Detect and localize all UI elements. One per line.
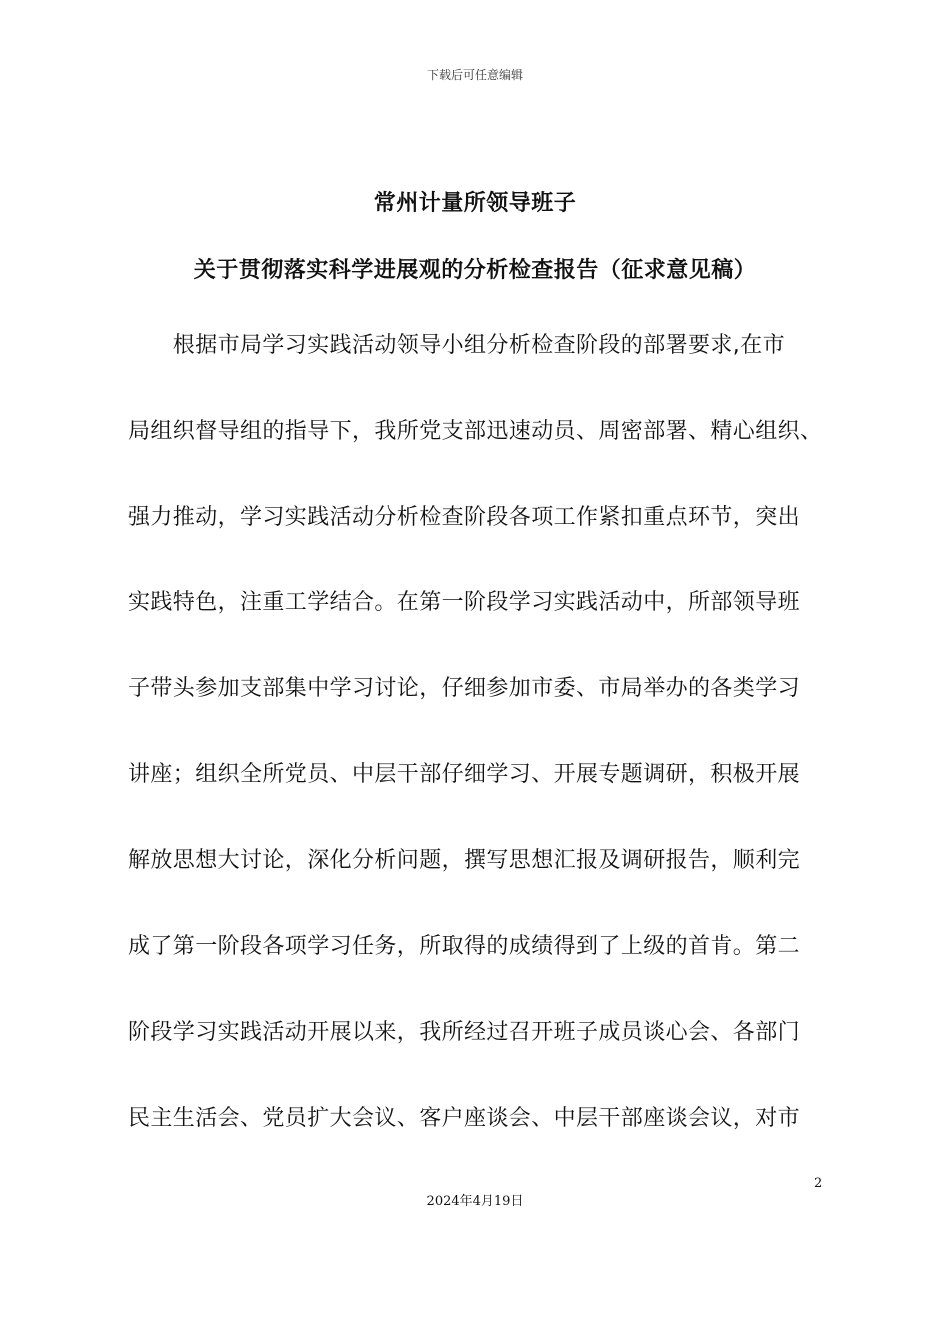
body-line: 民主生活会、党员扩大会议、客户座谈会、中层干部座谈会议，对市 xyxy=(128,1106,801,1131)
header-note: 下载后可任意编辑 xyxy=(426,68,523,82)
body-line: 讲座；组织全所党员、中层干部仔细学习、开展专题调研，积极开展 xyxy=(128,762,801,787)
body-line: 子带头参加支部集中学习讨论，仔细参加市委、市局举办的各类学习 xyxy=(128,676,801,701)
body-line: 成了第一阶段各项学习任务，所取得的成绩得到了上级的首肯。第二 xyxy=(128,934,801,959)
body-line: 强力推动，学习实践活动分析检查阶段各项工作紧扣重点环节，突出 xyxy=(128,505,801,530)
footer-date: 2024年4月19日 xyxy=(426,1194,524,1209)
body-line: 实践特色，注重工学结合。在第一阶段学习实践活动中，所部领导班 xyxy=(128,590,801,615)
body-line: 局组织督导组的指导下，我所党支部迅速动员、周密部署、精心组织、 xyxy=(128,419,823,444)
document-title: 常州计量所领导班子 xyxy=(373,191,577,216)
document-subtitle: 关于贯彻落实科学进展观的分析检查报告（征求意见稿） xyxy=(193,258,757,283)
body-line: 根据市局学习实践活动领导小组分析检查阶段的部署要求,在市 xyxy=(128,333,785,358)
body-line: 阶段学习实践活动开展以来，我所经过召开班子成员谈心会、各部门 xyxy=(128,1020,801,1045)
page-number: 2 xyxy=(814,1176,823,1191)
body-line: 解放思想大讨论，深化分析问题，撰写思想汇报及调研报告，顺利完 xyxy=(128,848,801,873)
